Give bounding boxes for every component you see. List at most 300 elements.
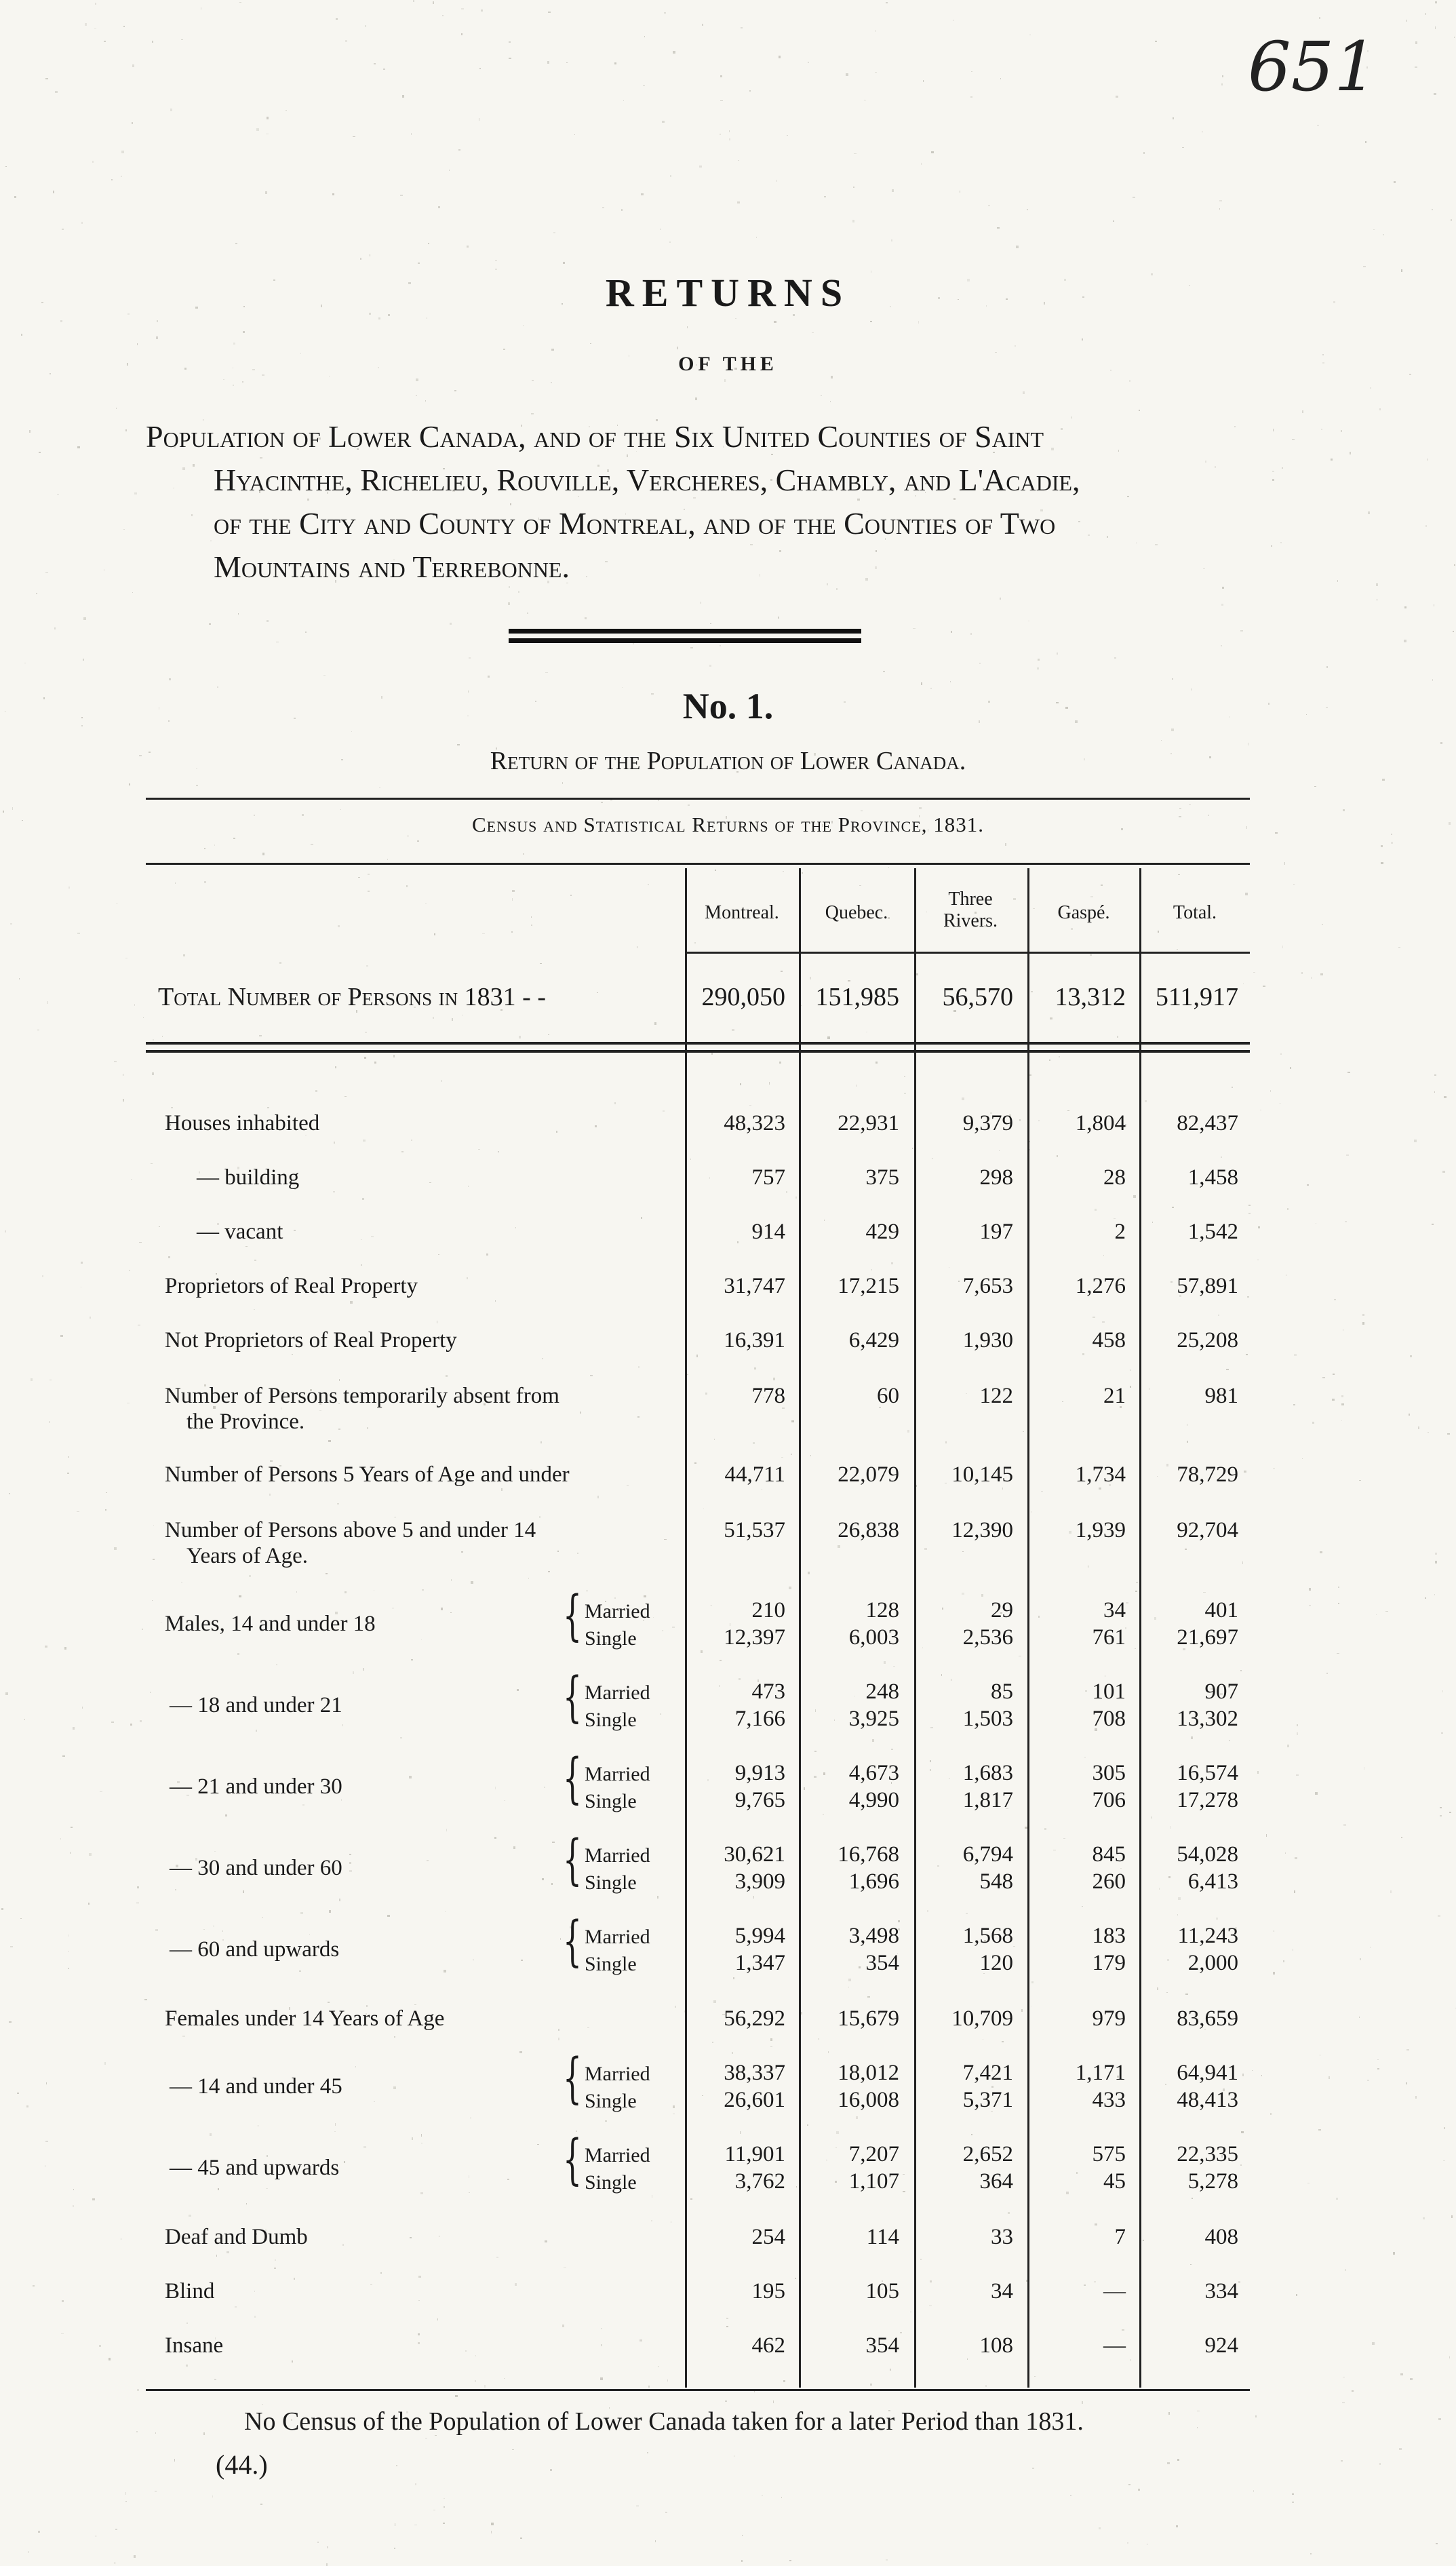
speckle <box>985 2385 987 2387</box>
speckle <box>1161 740 1162 741</box>
speckle <box>709 665 711 667</box>
speckle <box>657 1896 658 1899</box>
speckle <box>527 613 528 614</box>
speckle <box>1082 338 1083 341</box>
speckle <box>720 645 721 646</box>
speckle <box>1167 2462 1170 2464</box>
speckle <box>414 2004 416 2005</box>
speckle <box>1247 1296 1249 1298</box>
speckle <box>1093 1317 1095 1318</box>
speckle <box>786 1191 787 1193</box>
speckle <box>427 1860 429 1861</box>
speckle <box>349 1870 352 1872</box>
speckle <box>577 1553 578 1554</box>
speckle <box>921 163 922 165</box>
speckle <box>1372 2342 1375 2345</box>
speckle <box>1399 2448 1402 2450</box>
speckle <box>495 1787 496 1789</box>
speckle <box>714 1439 715 1440</box>
speckle <box>1102 1321 1105 1323</box>
speckle <box>218 2188 219 2190</box>
single-value: 21,697 <box>1177 1625 1238 1650</box>
speckle <box>552 1842 555 1843</box>
speckle <box>640 2339 642 2341</box>
speckle <box>186 2322 188 2324</box>
speckle <box>105 1509 106 1511</box>
speckle <box>1071 928 1073 930</box>
speckle <box>1016 246 1019 248</box>
speckle <box>262 853 264 855</box>
speckle <box>558 2029 559 2031</box>
speckle <box>1423 2217 1425 2219</box>
speckle <box>300 1912 303 1914</box>
speckle <box>1376 583 1378 586</box>
speckle <box>532 380 534 381</box>
speckle <box>183 954 185 956</box>
speckle <box>810 1455 811 1456</box>
speckle <box>189 2215 191 2217</box>
speckle <box>1285 1852 1286 1854</box>
speckle <box>644 36 645 37</box>
speckle <box>1113 220 1114 222</box>
speckle <box>9 1493 10 1494</box>
married-value: 128 <box>865 1598 899 1622</box>
cell-value: 12,390 <box>951 1518 1013 1542</box>
speckle <box>169 678 171 680</box>
speckle <box>1178 1897 1181 1900</box>
speckle <box>363 1140 366 1142</box>
married-value: 38,337 <box>724 2061 785 2085</box>
speckle <box>371 1236 374 1237</box>
speckle <box>140 1720 142 1722</box>
single-value: 2,000 <box>1187 1951 1238 1975</box>
speckle <box>494 1837 496 1839</box>
speckle <box>1415 41 1417 44</box>
speckle <box>1129 380 1130 382</box>
speckle <box>789 2560 791 2561</box>
speckle <box>478 1149 480 1150</box>
speckle <box>265 191 267 194</box>
column-header-word: Three <box>948 889 993 910</box>
married-value: 29 <box>991 1598 1013 1622</box>
speckle <box>1197 2427 1198 2428</box>
speckle <box>425 400 426 402</box>
cell-value: 56,292 <box>724 2006 785 2031</box>
census-title: Census and Statistical Returns of the Province, 1831. <box>471 813 985 836</box>
speckle <box>279 962 281 964</box>
speckle <box>1435 1 1437 3</box>
speckle <box>523 853 524 855</box>
speckle <box>1376 1614 1377 1615</box>
speckle <box>47 1001 48 1004</box>
age-group-label: — 30 and under 60 <box>170 1856 342 1880</box>
speckle <box>406 885 408 887</box>
intro-paragraph <box>146 415 1265 589</box>
speckle <box>520 2538 522 2539</box>
speckle <box>1427 459 1428 461</box>
speckle <box>1432 679 1433 681</box>
speckle <box>1398 947 1400 948</box>
speckle <box>1294 1890 1295 1893</box>
speckle <box>326 2563 328 2566</box>
speckle <box>70 1852 71 1854</box>
speckle <box>1363 266 1366 267</box>
speckle <box>223 379 224 380</box>
married-value: 305 <box>1092 1761 1126 1785</box>
speckle <box>374 63 376 64</box>
speckle <box>773 2400 774 2403</box>
speckle <box>239 2 241 3</box>
speckle <box>387 1915 390 1917</box>
speckle <box>781 971 783 972</box>
speckle <box>418 2300 420 2301</box>
speckle <box>1015 345 1016 347</box>
speckle <box>923 80 924 82</box>
speckle <box>795 1197 797 1199</box>
speckle <box>416 378 418 381</box>
speckle <box>1117 1036 1118 1038</box>
speckle <box>77 1511 79 1512</box>
speckle <box>884 1661 886 1664</box>
single-value: 7,166 <box>734 1707 785 1731</box>
speckle <box>345 1096 347 1097</box>
speckle <box>941 1674 942 1676</box>
speckle <box>1338 1587 1339 1588</box>
married-label: Married <box>585 1600 650 1622</box>
age-group-label: — 14 and under 45 <box>170 2074 342 2099</box>
speckle <box>24 1719 25 1720</box>
speckle <box>1297 1732 1298 1735</box>
speckle <box>783 2380 785 2382</box>
speckle <box>548 12 551 13</box>
speckle <box>664 12 666 14</box>
single-value: 3,762 <box>734 2169 785 2194</box>
cell-value: 408 <box>1204 2225 1238 2249</box>
speckle <box>967 2358 968 2360</box>
speckle <box>720 100 723 101</box>
speckle <box>831 376 833 378</box>
speckle <box>1338 1603 1339 1604</box>
speckle <box>769 1082 770 1085</box>
married-value: 4,673 <box>848 1761 899 1785</box>
speckle <box>627 1485 629 1486</box>
speckle <box>267 1107 269 1108</box>
speckle <box>454 390 456 391</box>
speckle <box>1449 2356 1450 2358</box>
speckle <box>614 1102 616 1104</box>
speckle <box>537 2144 539 2145</box>
speckle <box>26 2105 28 2107</box>
speckle <box>1314 786 1316 787</box>
speckle <box>848 1979 851 1981</box>
speckle <box>1418 1426 1419 1429</box>
speckle <box>1082 1353 1084 1355</box>
speckle <box>1311 977 1312 979</box>
speckle <box>5 1230 6 1232</box>
speckle <box>450 623 452 625</box>
single-value: 761 <box>1092 1625 1126 1650</box>
cell-value: 10,145 <box>951 1462 1013 1487</box>
speckle <box>924 1548 927 1550</box>
cell-value: 1,734 <box>1075 1462 1126 1487</box>
speckle <box>1272 471 1274 472</box>
cell-value: 28 <box>1103 1165 1126 1190</box>
speckle <box>134 2555 136 2558</box>
speckle <box>531 916 532 918</box>
speckle <box>175 1889 176 1890</box>
speckle <box>256 1730 257 1732</box>
speckle <box>548 1034 549 1035</box>
speckle <box>275 2259 276 2261</box>
speckle <box>412 2137 413 2140</box>
speckle <box>1145 1100 1147 1102</box>
speckle <box>821 395 822 396</box>
single-value: 48,413 <box>1177 2088 1238 2112</box>
speckle <box>515 2283 517 2286</box>
speckle <box>1273 1972 1275 1975</box>
speckle <box>1454 37 1455 38</box>
speckle <box>602 207 604 208</box>
brace: { <box>563 1909 582 1972</box>
speckle <box>981 1594 983 1597</box>
speckle <box>68 1968 69 1969</box>
speckle <box>413 0 414 2</box>
speckle <box>501 1488 503 1491</box>
speckle <box>1435 1553 1437 1555</box>
speckle <box>1216 1918 1218 1920</box>
total-row-label: Total Number of Persons in 1831 - - <box>158 983 546 1011</box>
speckle <box>342 2244 344 2246</box>
speckle <box>90 1317 91 1319</box>
speckle <box>1257 1771 1259 1774</box>
speckle <box>585 617 587 619</box>
speckle <box>1319 17 1320 19</box>
cell-value: 979 <box>1092 2006 1126 2031</box>
speckle <box>125 2492 126 2495</box>
speckle <box>319 1410 321 1411</box>
speckle <box>547 61 549 64</box>
speckle <box>1345 2269 1346 2271</box>
speckle <box>1049 1060 1050 1061</box>
speckle <box>137 2389 139 2391</box>
speckle <box>323 675 326 676</box>
speckle <box>111 179 113 180</box>
speckle <box>100 1791 102 1792</box>
speckle <box>342 1724 343 1726</box>
speckle <box>1368 511 1370 514</box>
speckle <box>886 2 888 3</box>
speckle <box>10 1946 13 1947</box>
speckle <box>302 1804 304 1806</box>
speckle <box>1190 2264 1192 2265</box>
speckle <box>434 933 435 935</box>
speckle <box>1432 209 1433 210</box>
speckle <box>170 109 172 111</box>
speckle <box>560 1938 561 1940</box>
speckle <box>134 492 137 494</box>
speckle <box>696 1355 698 1357</box>
speckle <box>737 201 740 203</box>
speckle <box>438 206 440 208</box>
speckle <box>1320 973 1323 975</box>
speckle <box>638 1366 640 1368</box>
speckle <box>1172 1207 1174 1208</box>
speckle <box>702 24 703 26</box>
speckle <box>99 2345 101 2347</box>
speckle <box>539 1516 540 1518</box>
speckle <box>443 2523 445 2524</box>
speckle <box>1415 2096 1417 2099</box>
speckle <box>139 1242 142 1243</box>
speckle <box>361 1264 362 1266</box>
speckle <box>664 1539 667 1540</box>
speckle <box>1168 2412 1170 2415</box>
speckle <box>1101 885 1103 886</box>
brace: { <box>563 1665 582 1728</box>
speckle <box>562 2325 564 2327</box>
speckle <box>1367 2080 1369 2081</box>
speckle <box>830 401 831 402</box>
speckle <box>54 627 56 629</box>
speckle <box>1182 147 1184 148</box>
speckle <box>690 1159 691 1160</box>
speckle <box>351 731 352 732</box>
speckle <box>1404 606 1406 608</box>
speckle <box>62 2300 64 2302</box>
cell-value: 778 <box>751 1384 785 1408</box>
speckle <box>870 2384 872 2386</box>
speckle <box>457 744 460 745</box>
speckle <box>174 2459 175 2462</box>
speckle <box>171 1107 173 1108</box>
footnote: No Census of the Population of Lower Canada taken for a later Period than 1831. <box>244 2407 1084 2436</box>
speckle <box>1393 2252 1395 2255</box>
speckle <box>12 807 13 810</box>
speckle <box>95 3 96 5</box>
speckle <box>150 1692 151 1693</box>
speckle <box>420 2192 423 2194</box>
speckle <box>270 1460 273 1462</box>
double-rule-bottom <box>509 638 861 643</box>
speckle <box>544 1787 545 1788</box>
speckle <box>724 379 726 382</box>
speckle <box>83 659 84 661</box>
single-value: 354 <box>865 1951 899 1975</box>
row-label: Number of Persons temporarily absent from <box>165 1384 559 1408</box>
cell-value: 1,276 <box>1075 1274 1126 1298</box>
speckle <box>402 95 404 98</box>
speckle <box>1280 1053 1282 1055</box>
speckle <box>912 1148 913 1149</box>
single-value: 12,397 <box>724 1625 785 1650</box>
cell-value: 914 <box>751 1220 785 1244</box>
speckle <box>1414 1140 1417 1142</box>
speckle <box>1057 1155 1058 1157</box>
speckle <box>233 385 234 386</box>
page-subtitle: OF THE <box>678 353 778 375</box>
single-value: 1,817 <box>962 1788 1013 1812</box>
single-label: Single <box>585 1790 637 1812</box>
speckle <box>1404 640 1406 642</box>
speckle <box>121 176 122 177</box>
speckle <box>1013 1946 1015 1947</box>
page-title: RETURNS <box>605 271 851 315</box>
single-value: 13,302 <box>1177 1707 1238 1731</box>
speckle <box>368 891 370 892</box>
speckle <box>919 807 922 809</box>
speckle <box>433 1 434 4</box>
speckle <box>1031 1981 1034 1983</box>
speckle <box>1248 1213 1251 1214</box>
speckle <box>1410 2378 1413 2380</box>
speckle <box>1435 1561 1437 1563</box>
speckle <box>368 874 370 875</box>
intro-line: of the City and County of Montreal, and of the Counties of Two <box>214 506 1056 541</box>
single-value: 2,536 <box>962 1625 1013 1650</box>
speckle <box>125 429 127 431</box>
speckle <box>1442 1171 1445 1173</box>
speckle <box>467 246 469 248</box>
speckle <box>513 1846 515 1849</box>
speckle <box>73 2205 74 2207</box>
speckle <box>204 848 205 849</box>
speckle <box>21 334 22 336</box>
speckle <box>808 1572 810 1574</box>
speckle <box>729 130 730 132</box>
speckle <box>411 1659 413 1660</box>
column-header: Montreal. <box>705 902 779 923</box>
total-double-rule <box>146 1050 1250 1053</box>
cell-value: 1,804 <box>1075 1111 1126 1135</box>
speckle <box>350 1301 353 1304</box>
married-value: 22,335 <box>1177 2142 1238 2166</box>
total-double-rule <box>146 1042 1250 1045</box>
speckle <box>810 977 811 979</box>
speckle <box>498 1151 499 1152</box>
speckle <box>62 229 64 230</box>
speckle <box>595 1125 597 1127</box>
speckle <box>518 591 519 593</box>
speckle <box>344 2161 345 2163</box>
speckle <box>504 2378 505 2379</box>
speckle <box>378 317 380 319</box>
speckle <box>729 138 730 140</box>
cell-value: 375 <box>865 1165 899 1190</box>
cell-value: 21 <box>1103 1384 1126 1408</box>
speckle <box>1410 1355 1412 1357</box>
cell-value: 51,537 <box>724 1518 785 1542</box>
cell-value: 9,379 <box>962 1111 1013 1135</box>
speckle <box>740 1083 741 1085</box>
speckle <box>358 877 360 878</box>
speckle <box>1406 2082 1407 2084</box>
married-value: 9,913 <box>734 1761 785 1785</box>
married-label: Married <box>585 1926 650 1948</box>
speckle <box>1232 1087 1233 1088</box>
speckle <box>85 23 87 26</box>
speckle <box>1444 1096 1447 1098</box>
speckle <box>338 1428 340 1430</box>
speckle <box>528 1578 529 1579</box>
married-value: 11,901 <box>724 2142 785 2166</box>
speckle <box>1136 1582 1138 1583</box>
speckle <box>732 2052 733 2054</box>
speckle <box>71 1827 73 1828</box>
speckle <box>121 151 124 153</box>
speckle <box>259 1035 262 1036</box>
single-value: 17,278 <box>1177 1788 1238 1812</box>
speckle <box>605 2120 607 2122</box>
